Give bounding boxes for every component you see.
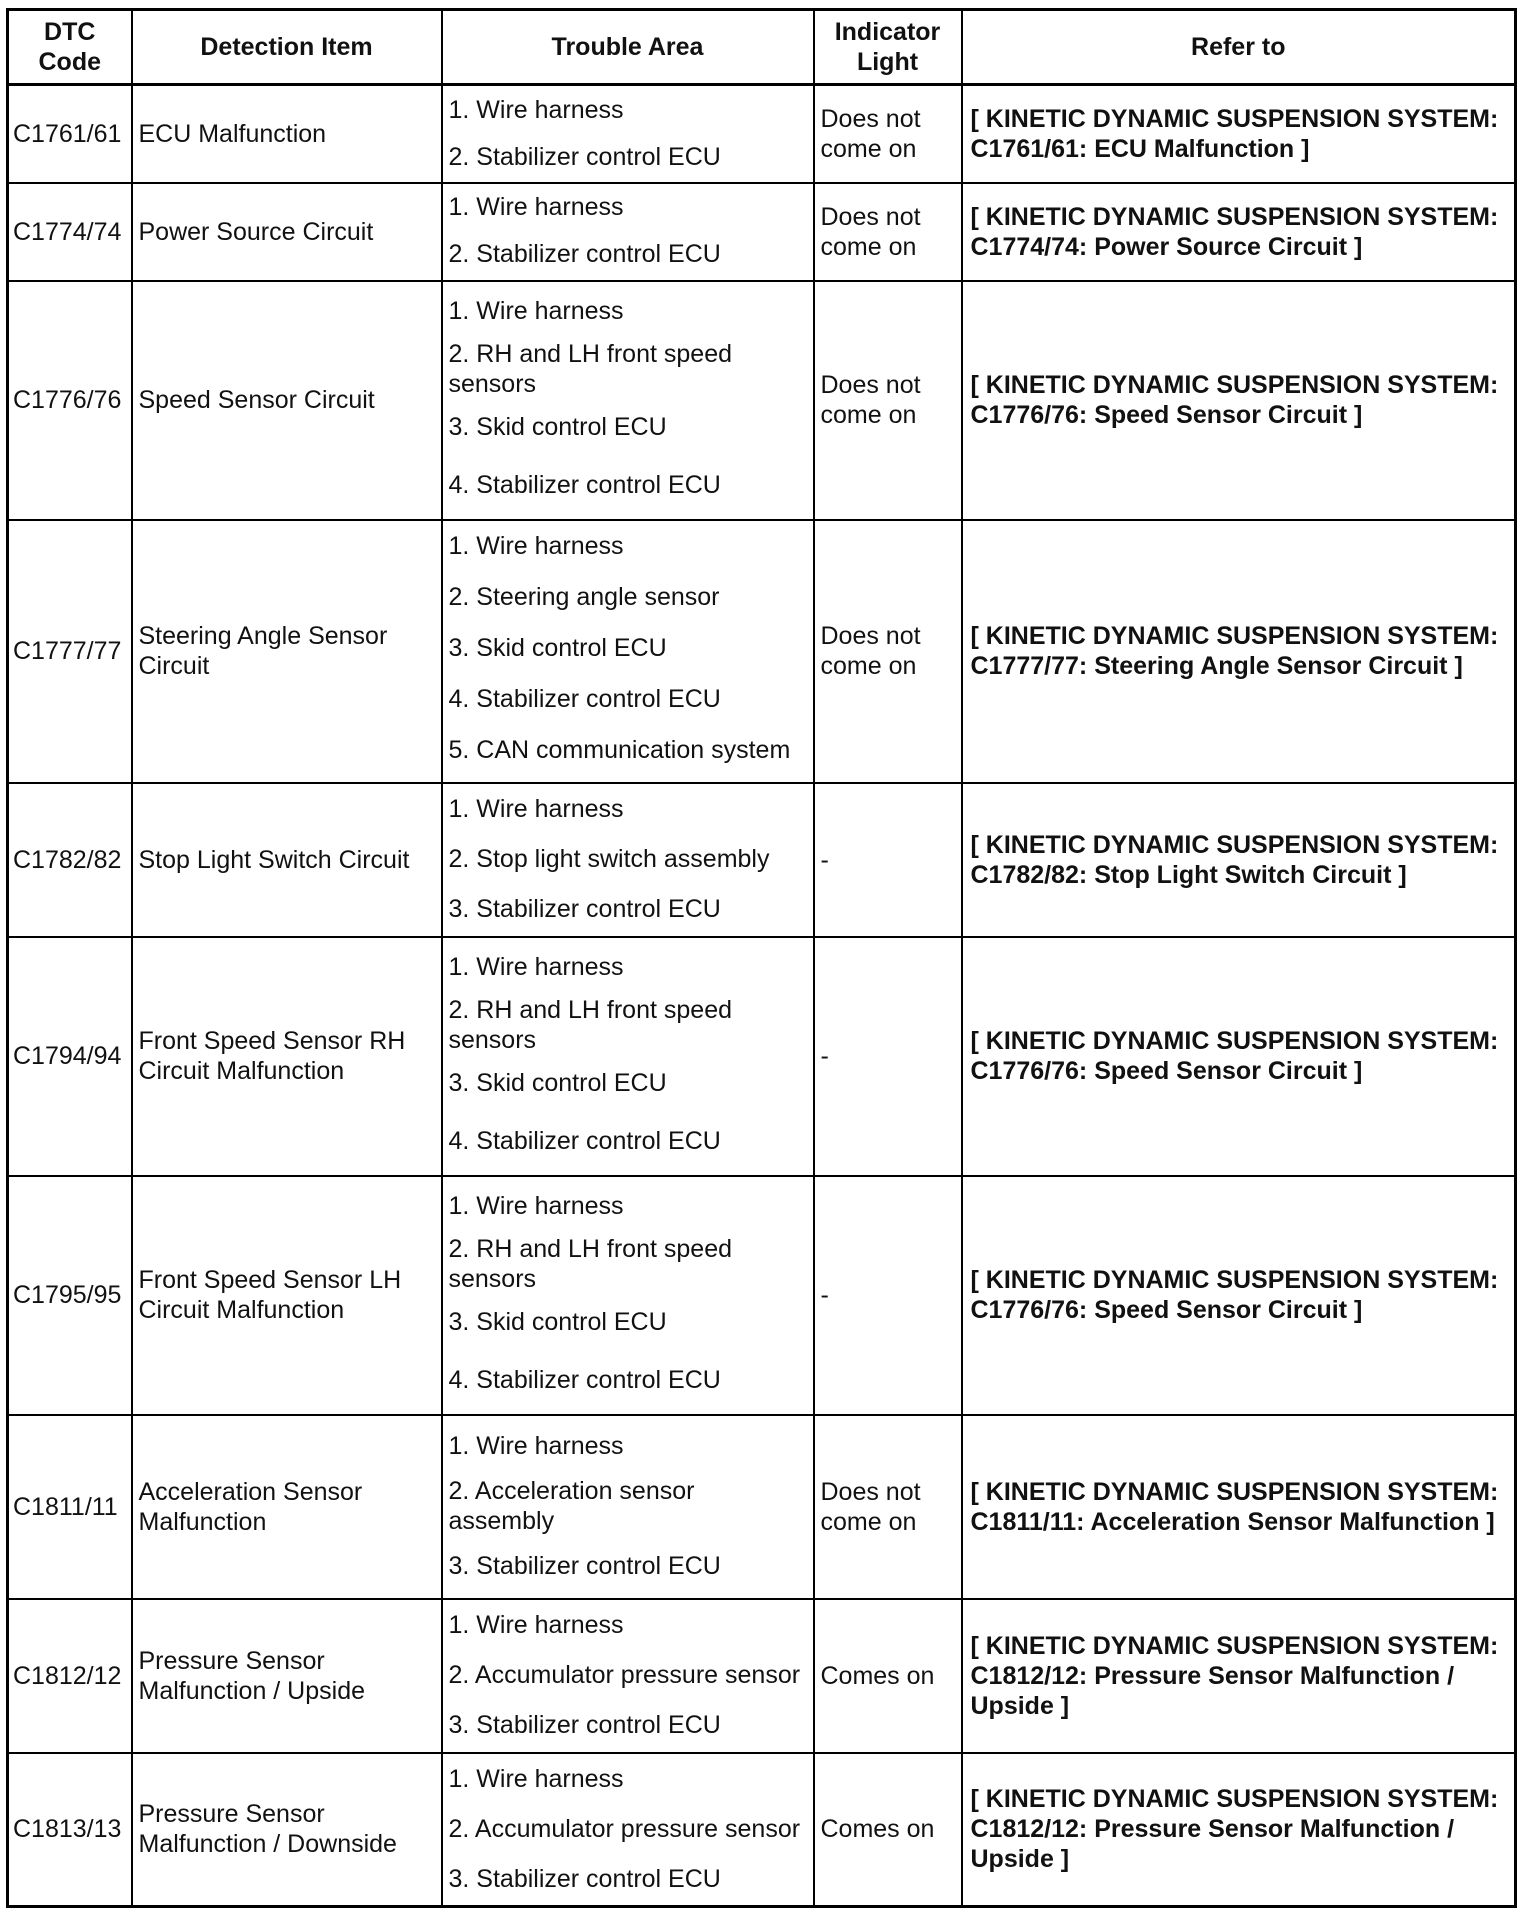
trouble-area-item: 1. Wire harness bbox=[448, 532, 624, 560]
trouble-area-cell bbox=[442, 1753, 814, 1907]
detection-item-cell: Steering Angle Sensor Circuit bbox=[132, 520, 442, 783]
header-row bbox=[8, 10, 1516, 85]
table-row bbox=[8, 1415, 1516, 1599]
indicator-light-cell: Does not come on bbox=[814, 281, 962, 520]
trouble-area-cell bbox=[442, 183, 814, 281]
trouble-area-item: 2. Steering angle sensor bbox=[448, 583, 720, 611]
trouble-area-cell bbox=[442, 783, 814, 937]
table-row bbox=[8, 281, 1516, 520]
table-row bbox=[8, 783, 1516, 937]
table-row bbox=[8, 1599, 1516, 1753]
trouble-area-item: 1. Wire harness bbox=[448, 95, 624, 124]
header-dtc-code bbox=[8, 10, 132, 85]
trouble-area-item: 2. Stop light switch assembly bbox=[448, 844, 770, 873]
trouble-area-item: 4. Stabilizer control ECU bbox=[448, 685, 721, 713]
detection-item-cell: ECU Malfunction bbox=[132, 85, 442, 183]
trouble-area-item: 4. Stabilizer control ECU bbox=[448, 1365, 721, 1394]
header-indicator-line2: Light bbox=[856, 48, 919, 76]
trouble-area-cell bbox=[442, 1176, 814, 1415]
detection-item-cell: Front Speed Sensor RH Circuit Malfunction bbox=[132, 937, 442, 1176]
trouble-area-item: 2. Acceleration sensor assembly bbox=[448, 1476, 695, 1535]
trouble-area-item: 2. RH and LH front speed sensors bbox=[448, 1234, 732, 1293]
table-row bbox=[8, 1176, 1516, 1415]
trouble-area-cell bbox=[442, 937, 814, 1176]
dtc-code-cell: C1795/95 bbox=[8, 1176, 132, 1415]
trouble-area-item: 3. Stabilizer control ECU bbox=[448, 1864, 721, 1893]
detection-item-cell: Stop Light Switch Circuit bbox=[132, 783, 442, 937]
dtc-code-cell: C1777/77 bbox=[8, 520, 132, 783]
detection-item-cell: Power Source Circuit bbox=[132, 183, 442, 281]
header-indicator-line1: Indicator bbox=[834, 18, 941, 46]
trouble-area-item: 2. RH and LH front speed sensors bbox=[448, 995, 732, 1054]
trouble-area-cell bbox=[442, 281, 814, 520]
trouble-area-item: 1. Wire harness bbox=[448, 952, 624, 981]
trouble-area-item: 4. Stabilizer control ECU bbox=[448, 470, 721, 499]
trouble-area-item: 1. Wire harness bbox=[448, 1191, 624, 1220]
trouble-area-item: 4. Stabilizer control ECU bbox=[448, 1126, 721, 1155]
trouble-area-item: 5. CAN communication system bbox=[448, 736, 791, 764]
refer-to-cell: [ KINETIC DYNAMIC SUSPENSION SYSTEM: C1782/82: Stop Light Switch Circuit ] bbox=[962, 783, 1516, 937]
indicator-light-cell: Does not come on bbox=[814, 183, 962, 281]
trouble-area-item: 1. Wire harness bbox=[448, 1610, 624, 1639]
trouble-area-item: 2. Accumulator pressure sensor bbox=[448, 1660, 801, 1689]
refer-to-cell: [ KINETIC DYNAMIC SUSPENSION SYSTEM: C1777/77: Steering Angle Sensor Circuit ] bbox=[962, 520, 1516, 783]
dtc-table bbox=[6, 8, 1517, 1908]
table-row bbox=[8, 520, 1516, 783]
detection-item-cell: Acceleration Sensor Malfunction bbox=[132, 1415, 442, 1599]
dtc-code-cell: C1774/74 bbox=[8, 183, 132, 281]
trouble-area-item: 2. RH and LH front speed sensors bbox=[448, 339, 732, 398]
trouble-area-item: 2. Stabilizer control ECU bbox=[448, 142, 721, 171]
trouble-area-cell bbox=[442, 520, 814, 783]
dtc-code-cell: C1782/82 bbox=[8, 783, 132, 937]
header-refer-to: Refer to bbox=[962, 10, 1516, 85]
refer-to-cell: [ KINETIC DYNAMIC SUSPENSION SYSTEM: C1761/61: ECU Malfunction ] bbox=[962, 85, 1516, 183]
table-row bbox=[8, 937, 1516, 1176]
trouble-area-item: 2. Stabilizer control ECU bbox=[448, 240, 721, 268]
trouble-area-item: 1. Wire harness bbox=[448, 1431, 624, 1460]
header-dtc-code-line1: DTC bbox=[44, 18, 96, 46]
indicator-light-cell: - bbox=[814, 783, 962, 937]
dtc-code-cell: C1776/76 bbox=[8, 281, 132, 520]
trouble-area-item: 3. Skid control ECU bbox=[448, 1307, 667, 1336]
indicator-light-cell: Does not come on bbox=[814, 85, 962, 183]
dtc-code-cell: C1761/61 bbox=[8, 85, 132, 183]
table-row bbox=[8, 183, 1516, 281]
table-row bbox=[8, 1753, 1516, 1907]
dtc-code-cell: C1813/13 bbox=[8, 1753, 132, 1907]
trouble-area-item: 3. Stabilizer control ECU bbox=[448, 1551, 721, 1580]
table-row bbox=[8, 85, 1516, 183]
trouble-area-item: 1. Wire harness bbox=[448, 193, 624, 221]
trouble-area-cell bbox=[442, 1415, 814, 1599]
trouble-area-item: 1. Wire harness bbox=[448, 1764, 624, 1793]
trouble-area-item: 3. Stabilizer control ECU bbox=[448, 894, 721, 923]
trouble-area-item: 3. Skid control ECU bbox=[448, 634, 667, 662]
detection-item-cell: Pressure Sensor Malfunction / Upside bbox=[132, 1599, 442, 1753]
header-dtc-code-line2: Code bbox=[38, 48, 101, 76]
refer-to-cell: [ KINETIC DYNAMIC SUSPENSION SYSTEM: C1776/76: Speed Sensor Circuit ] bbox=[962, 1176, 1516, 1415]
dtc-code-cell: C1812/12 bbox=[8, 1599, 132, 1753]
header-trouble-area: Trouble Area bbox=[442, 10, 814, 85]
trouble-area-item: 1. Wire harness bbox=[448, 296, 624, 325]
detection-item-cell: Front Speed Sensor LH Circuit Malfunction bbox=[132, 1176, 442, 1415]
refer-to-cell: [ KINETIC DYNAMIC SUSPENSION SYSTEM: C1776/76: Speed Sensor Circuit ] bbox=[962, 937, 1516, 1176]
refer-to-cell: [ KINETIC DYNAMIC SUSPENSION SYSTEM: C1774/74: Power Source Circuit ] bbox=[962, 183, 1516, 281]
detection-item-cell: Pressure Sensor Malfunction / Downside bbox=[132, 1753, 442, 1907]
trouble-area-item: 3. Skid control ECU bbox=[448, 412, 667, 441]
trouble-area-item: 3. Stabilizer control ECU bbox=[448, 1710, 721, 1739]
refer-to-cell: [ KINETIC DYNAMIC SUSPENSION SYSTEM: C1812/12: Pressure Sensor Malfunction / Upside ] bbox=[962, 1599, 1516, 1753]
header-detection-item: Detection Item bbox=[132, 10, 442, 85]
dtc-code-cell: C1811/11 bbox=[8, 1415, 132, 1599]
trouble-area-cell bbox=[442, 85, 814, 183]
indicator-light-cell: Comes on bbox=[814, 1753, 962, 1907]
dtc-code-cell: C1794/94 bbox=[8, 937, 132, 1176]
indicator-light-cell: Does not come on bbox=[814, 1415, 962, 1599]
trouble-area-item: 3. Skid control ECU bbox=[448, 1068, 667, 1097]
refer-to-cell: [ KINETIC DYNAMIC SUSPENSION SYSTEM: C1812/12: Pressure Sensor Malfunction / Upside ] bbox=[962, 1753, 1516, 1907]
trouble-area-cell bbox=[442, 1599, 814, 1753]
header-indicator-light bbox=[814, 10, 962, 85]
indicator-light-cell: - bbox=[814, 1176, 962, 1415]
detection-item-cell: Speed Sensor Circuit bbox=[132, 281, 442, 520]
indicator-light-cell: Does not come on bbox=[814, 520, 962, 783]
indicator-light-cell: - bbox=[814, 937, 962, 1176]
refer-to-cell: [ KINETIC DYNAMIC SUSPENSION SYSTEM: C1811/11: Acceleration Sensor Malfunction ] bbox=[962, 1415, 1516, 1599]
indicator-light-cell: Comes on bbox=[814, 1599, 962, 1753]
trouble-area-item: 1. Wire harness bbox=[448, 794, 624, 823]
trouble-area-item: 2. Accumulator pressure sensor bbox=[448, 1814, 801, 1843]
refer-to-cell: [ KINETIC DYNAMIC SUSPENSION SYSTEM: C1776/76: Speed Sensor Circuit ] bbox=[962, 281, 1516, 520]
